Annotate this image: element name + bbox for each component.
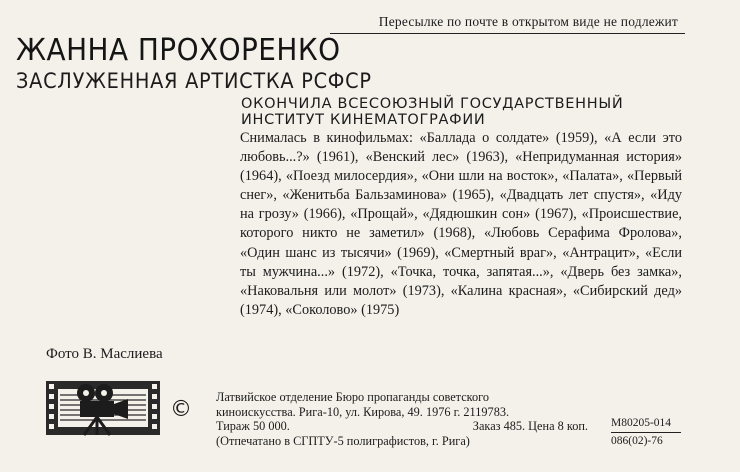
filmography-text: Снималась в кинофильмах: «Баллада о солдате» (1959), «А если это любовь...?» (1961), «Венский лес» (1963), «Непридуманная история» (1964), «Поезд милосердия», «Они шли на восток», «Палата», «Первый снег», «Женитьба Бальзаминова» (1965), «Двадцать лет спустя», «Иду на грозу» (1966), «Прощай», «Дядюшкин сон» (1967), «Происшествие, которого никто не заметил» (1968), «Любовь Серафима Фролова», «Один шанс из тысячи» (1969), «Смертный враг», «Антрацит», «Если ты мужчина...» (1972), «Точка, точка, запятая...», «Дверь без замка», «Наковальня или молот» (1973), «Калина красная», «Сибирский дед» (1974), «Соколово» (1975) bbox=[240, 130, 682, 318]
imprint-line bbox=[216, 419, 588, 434]
imprint-line: (Отпечатано в СГПТУ-5 полиграфистов, г. Рига) bbox=[216, 433, 470, 448]
honorary-title: ЗАСЛУЖЕННАЯ АРТИСТКА РСФСР bbox=[16, 69, 372, 93]
film-camera-logo-icon bbox=[44, 375, 162, 441]
imprint-line: Латвийское отделение Бюро пропаганды советского bbox=[216, 390, 490, 404]
print-run: Тираж 50 000. bbox=[216, 419, 290, 434]
publisher-imprint bbox=[216, 390, 588, 448]
postal-note-divider bbox=[330, 33, 685, 34]
catalog-code: 086(02)-76 bbox=[611, 432, 681, 450]
education-text: ОКОНЧИЛА ВСЕСОЮЗНЫЙ ГОСУДАРСТВЕННЫЙ ИНСТИТУТ КИНЕМАТОГРАФИИ bbox=[241, 96, 624, 128]
photo-credit: Фото В. Маслиева bbox=[46, 346, 163, 362]
order-price: Заказ 485. Цена 8 коп. bbox=[472, 419, 588, 434]
catalog-code: М80205-014 bbox=[611, 417, 672, 429]
copyright-symbol: © bbox=[170, 397, 192, 422]
catalog-codes bbox=[611, 415, 681, 450]
imprint-line: киноискусства. Рига-10, ул. Кирова, 49. 1976 г. 2119783. bbox=[216, 404, 510, 419]
postal-note: Пересылке по почте в открытом виде не подлежит bbox=[378, 14, 678, 29]
actress-name: ЖАННА ПРОХОРЕНКО bbox=[16, 33, 341, 68]
